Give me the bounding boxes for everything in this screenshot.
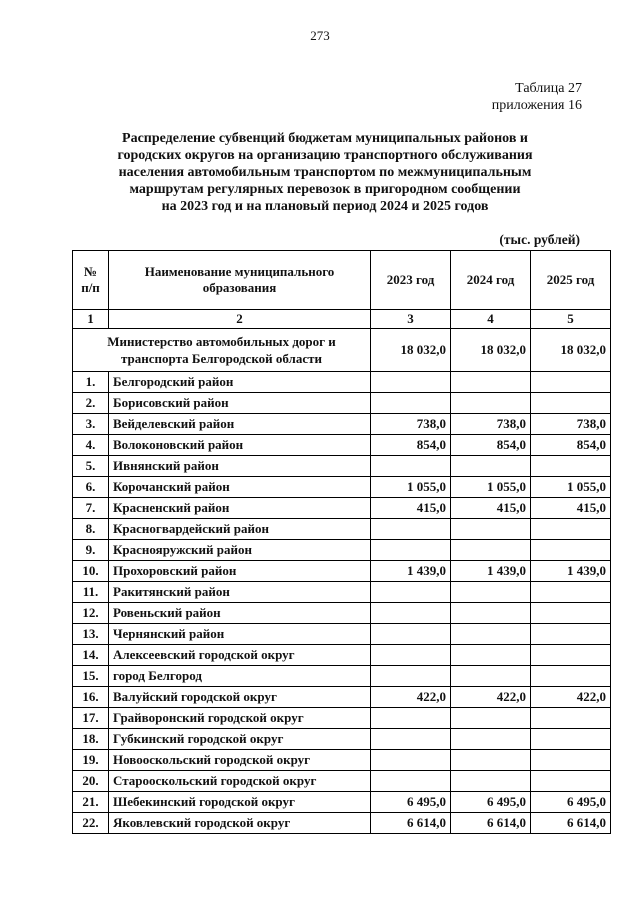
row-number: 16. xyxy=(73,687,109,708)
value-2025: 854,0 xyxy=(531,435,611,456)
value-2023: 738,0 xyxy=(371,414,451,435)
row-number: 22. xyxy=(73,813,109,834)
subvention-table xyxy=(72,250,611,834)
value-2025 xyxy=(531,624,611,645)
municipality-name: Грайворонский городской округ xyxy=(109,708,371,729)
municipality-name: Белгородский район xyxy=(109,372,371,393)
value-2023: 415,0 xyxy=(371,498,451,519)
header-name xyxy=(109,251,371,310)
table-row xyxy=(73,561,611,582)
header-number-line2: п/п xyxy=(81,280,100,295)
title-line: населения автомобильным транспортом по межмуниципальным xyxy=(118,165,532,180)
units-label: (тыс. рублей) xyxy=(499,232,580,247)
table-row xyxy=(73,519,611,540)
value-2023: 422,0 xyxy=(371,687,451,708)
table-header-row xyxy=(73,251,611,310)
value-2024 xyxy=(451,456,531,477)
value-2024: 6 495,0 xyxy=(451,792,531,813)
table-row xyxy=(73,498,611,519)
row-number: 5. xyxy=(73,456,109,477)
value-2023 xyxy=(371,624,451,645)
page-number: 273 xyxy=(310,28,330,43)
value-2024 xyxy=(451,582,531,603)
value-2024 xyxy=(451,372,531,393)
municipality-name: Ровеньский район xyxy=(109,603,371,624)
value-2023 xyxy=(371,603,451,624)
ministry-2023: 18 032,0 xyxy=(371,329,451,372)
row-number: 8. xyxy=(73,519,109,540)
value-2025 xyxy=(531,456,611,477)
column-number: 4 xyxy=(451,310,531,329)
value-2023 xyxy=(371,372,451,393)
table-row xyxy=(73,435,611,456)
table-number: Таблица 27 xyxy=(515,81,582,96)
header-name-line1: Наименование муниципального xyxy=(144,264,335,279)
column-number: 5 xyxy=(531,310,611,329)
value-2024 xyxy=(451,708,531,729)
municipality-name: Новооскольский городской округ xyxy=(109,750,371,771)
value-2024 xyxy=(451,624,531,645)
municipality-name: Борисовский район xyxy=(109,393,371,414)
ministry-name-line1: Министерство автомобильных дорог и xyxy=(107,334,336,349)
municipality-name: Яковлевский городской округ xyxy=(109,813,371,834)
value-2023: 1 055,0 xyxy=(371,477,451,498)
municipality-name: Волоконовский район xyxy=(109,435,371,456)
value-2025: 1 055,0 xyxy=(531,477,611,498)
ministry-name xyxy=(73,329,371,372)
value-2025: 738,0 xyxy=(531,414,611,435)
title-line: Распределение субвенций бюджетам муниципальных районов и xyxy=(122,131,528,146)
municipality-name: Ракитянский район xyxy=(109,582,371,603)
table-row xyxy=(73,729,611,750)
value-2023: 854,0 xyxy=(371,435,451,456)
value-2023: 6 614,0 xyxy=(371,813,451,834)
row-number: 9. xyxy=(73,540,109,561)
title-line: городских округов на организацию транспортного обслуживания xyxy=(117,148,533,163)
title-line: маршрутам регулярных перевозок в пригородном сообщении xyxy=(129,182,521,197)
row-number: 11. xyxy=(73,582,109,603)
value-2024: 422,0 xyxy=(451,687,531,708)
header-number xyxy=(73,251,109,310)
column-number-row xyxy=(73,310,611,329)
table-row xyxy=(73,813,611,834)
value-2025: 1 439,0 xyxy=(531,561,611,582)
table-row xyxy=(73,582,611,603)
value-2025: 6 495,0 xyxy=(531,792,611,813)
row-number: 3. xyxy=(73,414,109,435)
table-row xyxy=(73,540,611,561)
value-2025 xyxy=(531,540,611,561)
value-2024: 415,0 xyxy=(451,498,531,519)
value-2025 xyxy=(531,708,611,729)
table-row xyxy=(73,414,611,435)
municipality-name: город Белгород xyxy=(109,666,371,687)
value-2024 xyxy=(451,393,531,414)
table-row xyxy=(73,687,611,708)
header-name-line2: образования xyxy=(202,280,277,295)
value-2023: 1 439,0 xyxy=(371,561,451,582)
value-2024 xyxy=(451,666,531,687)
title-line: на 2023 год и на плановый период 2024 и 2025 годов xyxy=(161,199,489,214)
table-row xyxy=(73,372,611,393)
municipality-name: Алексеевский городской округ xyxy=(109,645,371,666)
value-2023 xyxy=(371,708,451,729)
value-2023 xyxy=(371,456,451,477)
table-row xyxy=(73,645,611,666)
row-number: 6. xyxy=(73,477,109,498)
header-number-line1: № xyxy=(83,264,98,279)
value-2025: 422,0 xyxy=(531,687,611,708)
table-row xyxy=(73,603,611,624)
value-2023 xyxy=(371,393,451,414)
value-2024: 1 055,0 xyxy=(451,477,531,498)
row-number: 13. xyxy=(73,624,109,645)
table-row xyxy=(73,771,611,792)
municipality-name: Валуйский городской округ xyxy=(109,687,371,708)
municipality-name: Губкинский городской округ xyxy=(109,729,371,750)
value-2023 xyxy=(371,519,451,540)
value-2024 xyxy=(451,645,531,666)
appendix-number: приложения 16 xyxy=(491,98,582,113)
municipality-name: Шебекинский городской округ xyxy=(109,792,371,813)
table-row xyxy=(73,393,611,414)
value-2024 xyxy=(451,603,531,624)
row-number: 19. xyxy=(73,750,109,771)
table-row xyxy=(73,708,611,729)
table-row xyxy=(73,624,611,645)
value-2023 xyxy=(371,645,451,666)
value-2023: 6 495,0 xyxy=(371,792,451,813)
value-2025: 415,0 xyxy=(531,498,611,519)
column-number: 3 xyxy=(371,310,451,329)
header-2024: 2024 год xyxy=(451,251,531,310)
value-2023 xyxy=(371,666,451,687)
value-2025 xyxy=(531,645,611,666)
value-2024 xyxy=(451,519,531,540)
value-2023 xyxy=(371,540,451,561)
municipality-name: Старооскольский городской округ xyxy=(109,771,371,792)
row-number: 14. xyxy=(73,645,109,666)
value-2024: 738,0 xyxy=(451,414,531,435)
row-number: 10. xyxy=(73,561,109,582)
header-2025: 2025 год xyxy=(531,251,611,310)
row-number: 20. xyxy=(73,771,109,792)
table-row xyxy=(73,750,611,771)
value-2025 xyxy=(531,729,611,750)
row-number: 2. xyxy=(73,393,109,414)
value-2025 xyxy=(531,582,611,603)
column-number: 1 xyxy=(73,310,109,329)
value-2023 xyxy=(371,729,451,750)
value-2024: 1 439,0 xyxy=(451,561,531,582)
value-2025 xyxy=(531,771,611,792)
row-number: 7. xyxy=(73,498,109,519)
row-number: 1. xyxy=(73,372,109,393)
municipality-name: Красногвардейский район xyxy=(109,519,371,540)
value-2024 xyxy=(451,750,531,771)
value-2025 xyxy=(531,666,611,687)
row-number: 15. xyxy=(73,666,109,687)
ministry-name-line2: транспорта Белгородской области xyxy=(121,351,322,366)
row-number: 18. xyxy=(73,729,109,750)
municipality-name: Корочанский район xyxy=(109,477,371,498)
municipality-name: Прохоровский район xyxy=(109,561,371,582)
ministry-row xyxy=(73,329,611,372)
value-2025 xyxy=(531,603,611,624)
table-row xyxy=(73,666,611,687)
ministry-2024: 18 032,0 xyxy=(451,329,531,372)
document-title xyxy=(95,130,555,215)
municipality-name: Вейделевский район xyxy=(109,414,371,435)
ministry-2025: 18 032,0 xyxy=(531,329,611,372)
value-2024 xyxy=(451,540,531,561)
row-number: 12. xyxy=(73,603,109,624)
row-number: 4. xyxy=(73,435,109,456)
municipality-name: Чернянский район xyxy=(109,624,371,645)
value-2025: 6 614,0 xyxy=(531,813,611,834)
value-2025 xyxy=(531,750,611,771)
value-2025 xyxy=(531,393,611,414)
table-row xyxy=(73,456,611,477)
municipality-name: Красненский район xyxy=(109,498,371,519)
value-2024: 854,0 xyxy=(451,435,531,456)
value-2023 xyxy=(371,582,451,603)
value-2024 xyxy=(451,729,531,750)
table-row xyxy=(73,792,611,813)
value-2025 xyxy=(531,519,611,540)
value-2023 xyxy=(371,750,451,771)
table-row xyxy=(73,477,611,498)
row-number: 21. xyxy=(73,792,109,813)
value-2025 xyxy=(531,372,611,393)
municipality-name: Ивнянский район xyxy=(109,456,371,477)
municipality-name: Краснояружский район xyxy=(109,540,371,561)
value-2023 xyxy=(371,771,451,792)
header-2023: 2023 год xyxy=(371,251,451,310)
value-2024: 6 614,0 xyxy=(451,813,531,834)
value-2024 xyxy=(451,771,531,792)
column-number: 2 xyxy=(109,310,371,329)
table-reference xyxy=(492,80,582,114)
row-number: 17. xyxy=(73,708,109,729)
